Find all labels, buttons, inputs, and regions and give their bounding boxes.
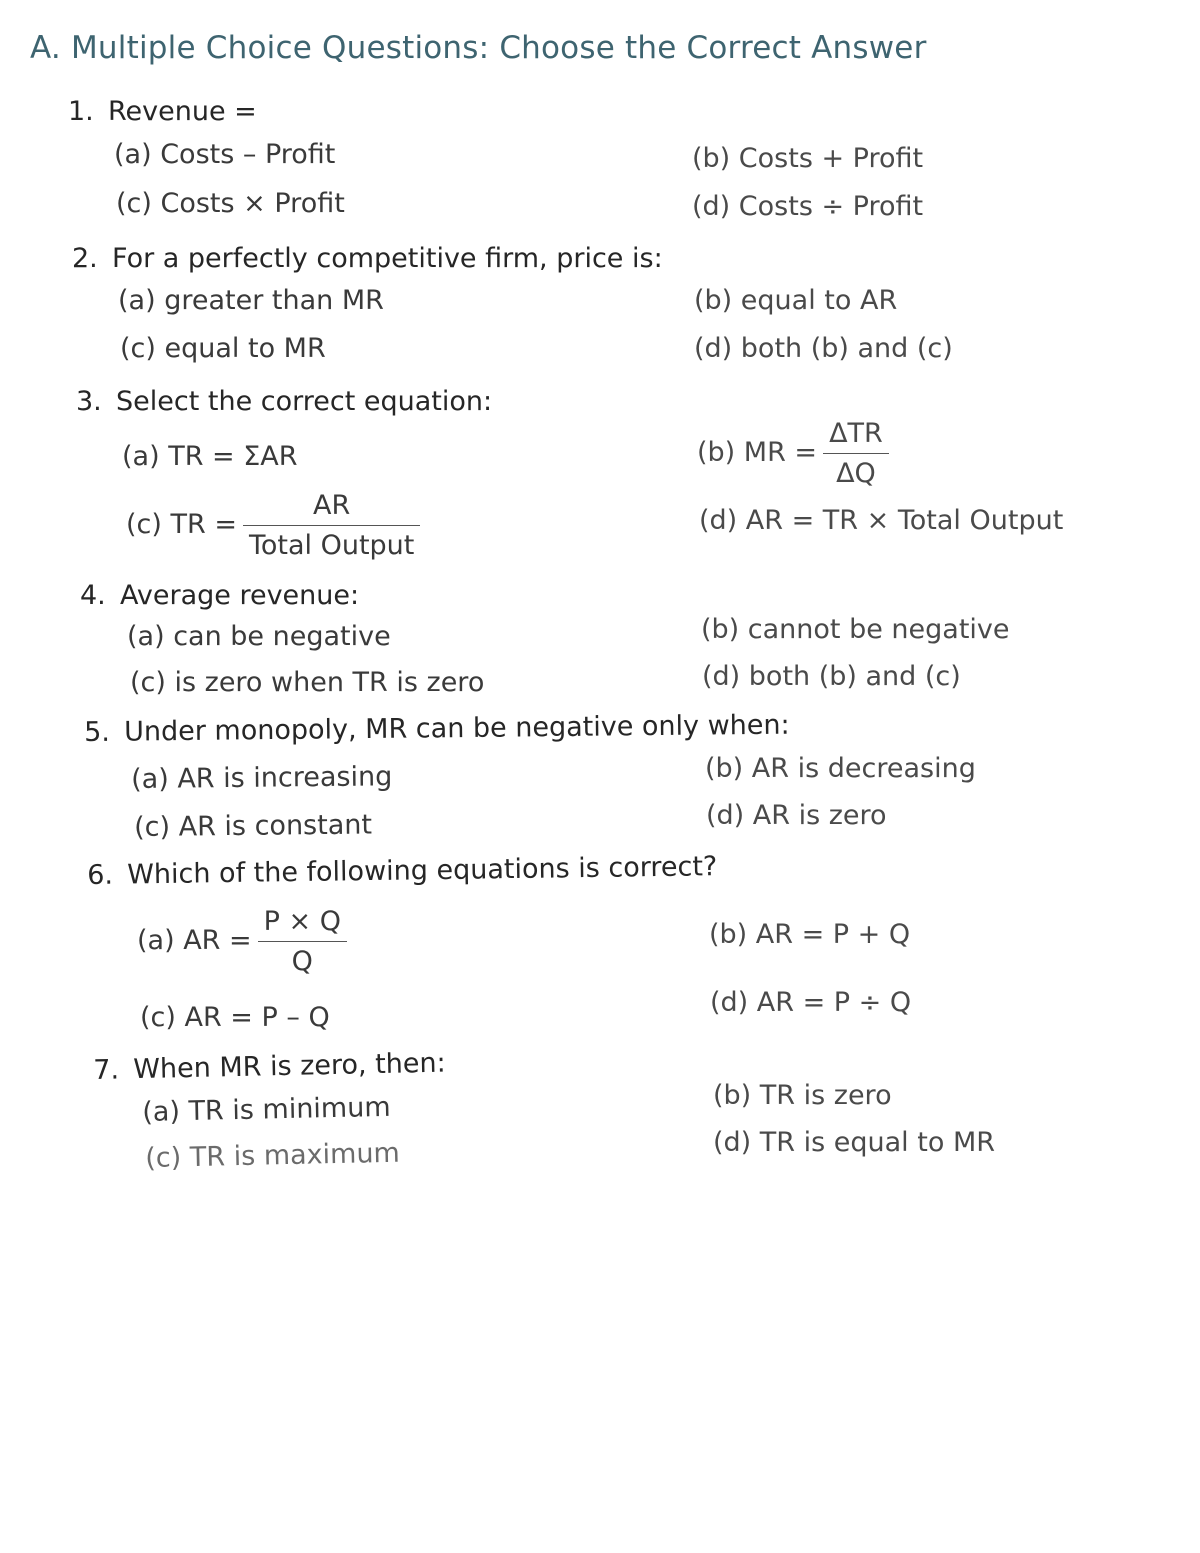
option-2c: (c) equal to MR [120,333,326,364]
option-3a: (a) TR = ΣAR [122,441,298,472]
question-number: 7. [93,1054,120,1086]
section-title: Multiple Choice Questions: Choose the Correct Answer [70,30,927,66]
option-2b: (b) equal to AR [694,285,898,316]
option-5d: (d) AR is zero [706,800,887,831]
fraction-denominator: Total Output [248,530,415,561]
question-6 [87,851,717,891]
option-7a: (a) TR is minimum [142,1091,391,1128]
fraction-denominator: ΔQ [836,458,876,489]
option-3d: (d) AR = TR × Total Output [699,505,1064,536]
option-1b: (b) Costs + Profit [692,143,924,174]
question-text: Average revenue: [120,580,360,611]
option-5c: (c) AR is constant [134,809,373,843]
question-5 [84,710,790,748]
question-number: 6. [87,859,114,891]
option-1c: (c) Costs × Profit [116,188,345,219]
option-1d: (d) Costs ÷ Profit [692,191,924,222]
option-5b: (b) AR is decreasing [705,753,976,784]
fraction-numerator: ΔTR [823,418,889,454]
question-3 [76,386,492,417]
option-3b-fraction [823,418,889,489]
option-6a-fraction [258,906,347,977]
option-5a: (a) AR is increasing [131,761,393,795]
option-4b: (b) cannot be negative [701,614,1010,645]
option-4c: (c) is zero when TR is zero [130,667,485,698]
question-number: 4. [80,580,106,611]
option-6c: (c) AR = P – Q [140,1002,330,1033]
question-number: 2. [72,243,98,274]
fraction-denominator: Q [291,946,313,977]
option-4a: (a) can be negative [127,621,391,652]
option-6a [137,906,347,977]
option-3c-prefix: (c) TR = [126,509,237,540]
option-7b: (b) TR is zero [713,1080,892,1111]
fraction-numerator: P × Q [258,906,347,942]
question-4 [80,580,359,611]
option-3c-fraction [243,490,420,561]
option-6d: (d) AR = P ÷ Q [710,987,912,1018]
question-1 [68,96,257,127]
question-text: Select the correct equation: [116,386,493,417]
option-2d: (d) both (b) and (c) [694,333,953,364]
option-3b-prefix: (b) MR = [697,437,818,468]
option-6a-prefix: (a) AR = [137,925,252,956]
option-3c [126,490,420,561]
question-2 [72,243,663,274]
question-text: When MR is zero, then: [132,1047,446,1086]
question-text: Under monopoly, MR can be negative only when: [123,709,790,748]
option-3b [697,418,889,489]
option-7c: (c) TR is maximum [145,1137,401,1174]
question-text: For a perfectly competitive firm, price is: [112,243,663,274]
question-number: 5. [84,716,111,748]
question-text: Revenue = [108,96,257,127]
option-2a: (a) greater than MR [118,285,384,316]
option-1a: (a) Costs – Profit [114,139,336,170]
question-number: 1. [68,96,94,127]
option-6b: (b) AR = P + Q [709,919,911,950]
question-text: Which of the following equations is correct? [126,851,718,891]
fraction-numerator: AR [243,490,420,526]
option-4d: (d) both (b) and (c) [702,661,961,692]
question-number: 3. [76,386,102,417]
section-heading [30,30,927,66]
section-letter: A. [30,30,61,66]
question-7 [93,1048,446,1086]
option-7d: (d) TR is equal to MR [713,1127,996,1158]
